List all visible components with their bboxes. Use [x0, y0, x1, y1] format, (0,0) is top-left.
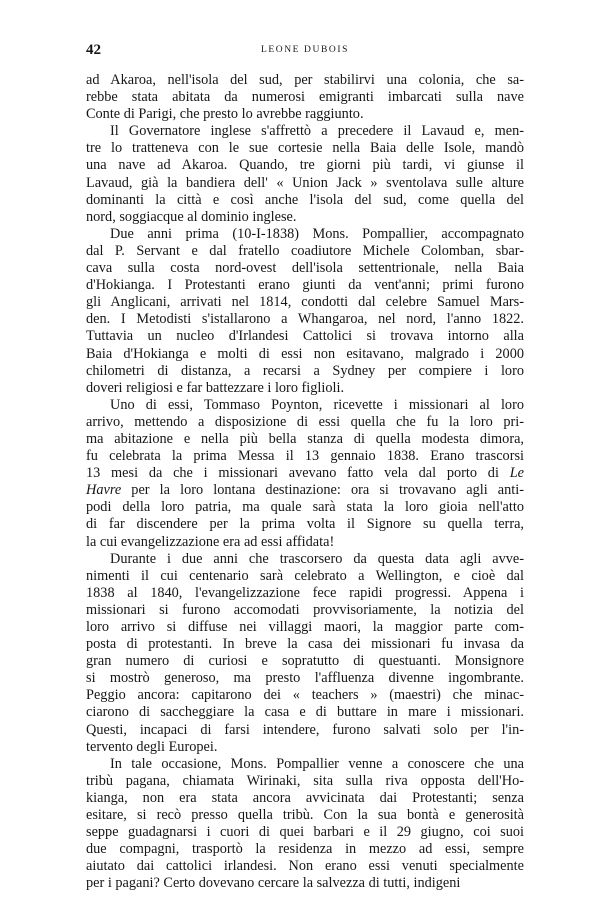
text-line: den. I Metodisti s'istallarono a Whangaroa, nel nord, l'anno 1822.: [86, 311, 524, 328]
text-line: fu celebrata la prima Messa il 13 gennaio 1838. Erano trascorsi: [86, 448, 524, 465]
body-text: [86, 72, 524, 893]
text-line: ma abitazione e nella più bella stanza di quella modesta dimora,: [86, 430, 524, 447]
text-line: doveri religiosi e far battezzare i loro figlioli.: [86, 379, 345, 396]
text-line: 13 mesi da che i missionari avevano fatto vela dal porto di Le: [86, 465, 524, 482]
paragraph: [86, 226, 524, 397]
page-number: 42: [86, 42, 101, 58]
page-header: [86, 40, 524, 60]
text-line: nord, soggiacque al dominio inglese.: [86, 208, 297, 225]
text-line: nimenti il cui centenario sarà celebrato a Wellington, e cioè dal: [86, 567, 524, 584]
text-line: podi della loro patria, ma quale sarà stata la loro gioia nell'atto: [86, 499, 524, 516]
text-line: per i pagani? Certo dovevano cercare la salvezza di tutti, indigeni: [86, 875, 461, 892]
running-head: LEONE DUBOIS: [260, 45, 350, 55]
text-line: si mostrò generoso, ma presto l'affluenza divenne ingombrante.: [86, 670, 524, 687]
text-line: missionari si furono accomodati provvisoriamente, la notizia del: [86, 601, 524, 618]
text-line: gran numero di curiosi e sopratutto di questuanti. Monsignore: [86, 653, 524, 670]
paragraph: [86, 397, 524, 551]
text-line: di far discendere per la prima volta il Signore su quella terra,: [86, 516, 524, 533]
paragraph: [86, 756, 524, 893]
text-line: 1838 al 1840, l'evangelizzazione fece rapidi progressi. Appena i: [86, 584, 524, 601]
text-line: gli Anglicani, arrivati nel 1814, condotti dal celebre Samuel Mars-: [86, 294, 524, 311]
text-line: esitare, si recò presso quella tribù. Con la sua bontà e generosità: [86, 807, 524, 824]
text-line: Lavaud, già la bandiera dell' « Union Jack » sventolava sulle alture: [86, 174, 524, 191]
text-line: posta di protestanti. In breve la casa dei missionari fu invasa da: [86, 636, 524, 653]
text-line: cava sulla costa nord-ovest dell'isola settentrionale, nella Baia: [86, 260, 524, 277]
text-line: arrivo, mettendo a disposizione di essi quella che fu la loro pri-: [86, 413, 524, 430]
text-line: ad Akaroa, nell'isola del sud, per stabilirvi una colonia, che sa-: [86, 72, 524, 88]
text-line: Uno di essi, Tommaso Poynton, ricevette i missionari al loro: [110, 396, 524, 413]
text-line: Il Governatore inglese s'affrettò a precedere il Lavaud e, men-: [110, 123, 524, 140]
text-line: ciarono di saccheggiare la casa e di buttare in mare i missionari.: [86, 704, 524, 721]
text-line: tervento degli Europei.: [86, 738, 218, 755]
text-line: loro arrivo si diffuse nei villaggi maori, la maggior parte com-: [86, 619, 524, 635]
text-line: tribù pagana, chiamata Wirinaki, sita sulla riva opposta dell'Ho-: [86, 772, 524, 789]
text-line: Baia d'Hokianga e molti di essi non esitavano, malgrado i 2000: [86, 345, 524, 362]
text-line: Questi, incapaci di farsi intendere, furono salvati solo per l'in-: [86, 721, 524, 738]
text-line: Conte di Parigi, che presto lo avrebbe raggiunto.: [86, 106, 364, 123]
text-line: In tale occasione, Mons. Pompallier venne a conoscere che una: [110, 755, 524, 772]
text-line: Peggio ancora: capitarono dei « teachers » (maestri) che minac-: [86, 687, 524, 704]
text-line: chilometri di distanza, a recarsi a Sydney per compiere i loro: [86, 362, 524, 379]
text-line: dal P. Servant e dal fratello coadiutore Michele Colomban, sbar-: [86, 242, 524, 259]
text-line: d'Hokianga. I Protestanti erano giunti da vent'anni; primi furono: [86, 277, 524, 294]
text-line: rebbe stata abitata da numerosi emigranti imbarcati sulla nave: [86, 89, 524, 106]
text-line: la cui evangelizzazione era ad essi affidata!: [86, 533, 335, 550]
paragraph: [86, 123, 524, 226]
text-line: aiutato dai cattolici irlandesi. Non erano essi venuti specialmente: [86, 858, 524, 875]
paragraph: [86, 72, 524, 123]
text-line: kianga, non era stata ancora avvicinata dai Protestanti; senza: [86, 789, 524, 806]
text-line: Tuttavia un nucleo d'Irlandesi Cattolici si trovava intorno alla: [86, 328, 524, 345]
text-line: dominanti la città e così anche l'isola del sud, come quella del: [86, 191, 524, 208]
text-line: tre lo tratteneva con le sue cortesie nella Baia delle Isole, mandò: [86, 140, 524, 157]
text-line: una nave ad Akaroa. Quando, tre giorni più tardi, vi giunse il: [86, 157, 524, 174]
text-line: seppe guadagnarsi i cuori di quei barbari e il 29 giugno, coi suoi: [86, 824, 524, 841]
paragraph: [86, 551, 524, 756]
text-line: due compagni, trasportò la residenza in mezzo ad essi, sempre: [86, 841, 524, 858]
text-line: Durante i due anni che trascorsero da questa data agli avve-: [110, 550, 524, 567]
text-line: Havre per la loro lontana destinazione: ora si trovavano agli anti-: [86, 482, 524, 499]
text-line: Due anni prima (10-I-1838) Mons. Pompallier, accompagnato: [110, 225, 524, 242]
